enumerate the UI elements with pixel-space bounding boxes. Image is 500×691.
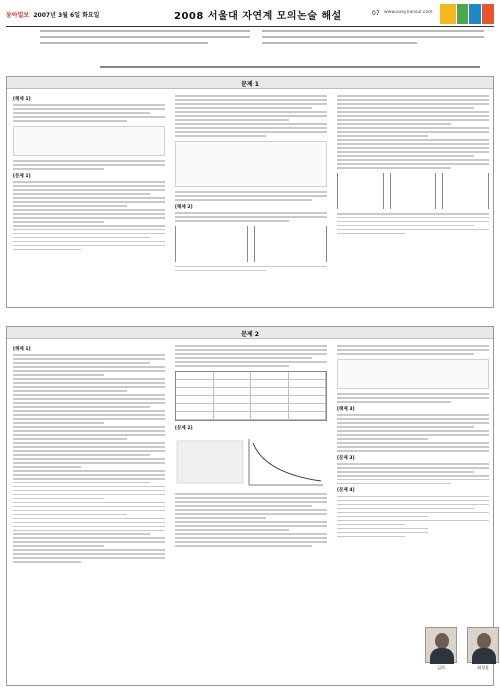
logo-block-2 [457,4,469,24]
question-2-label: [문제 2] [175,425,193,431]
paper-name: 동아일보 [6,12,30,19]
author-photos [425,627,499,671]
problem-2-title: 문제 2 [241,331,259,338]
solution-3-label: [해제 3] [337,406,355,412]
problem-1-col-2 [175,93,327,274]
problem-2-col-2 [175,343,327,549]
site-url[interactable]: www.easynonsul.com [384,10,433,15]
intro-right [262,30,484,56]
author-photo [467,627,499,663]
question-4-label: [문제 4] [337,488,355,494]
formula-block [337,359,489,389]
page-number: 07 [372,10,380,17]
page-header [6,4,494,24]
author-photo [425,627,457,663]
solution-1-label: [해제 1] [13,347,31,352]
formula-block [175,141,327,187]
decay-graph [175,435,327,489]
problem-1-col-3 [337,93,489,237]
problem-1-col-1 [13,93,165,253]
problem-1-box [6,76,494,308]
problem-2-title-bar [7,327,493,339]
problem-2-col-3 [337,343,489,539]
brand-logo [440,4,494,24]
masthead [6,10,99,19]
problem-1-title-bar [7,77,493,89]
author-name: 최성철 [477,665,489,670]
issue-date: 2007년 3월 6일 화요일 [33,12,100,19]
solution-1-label: [해제 1] [13,97,31,102]
matrix-figure [175,226,327,262]
formula-block [13,126,165,156]
problem-2-col-1 [13,343,165,565]
author-1 [425,627,457,671]
solution-2-label: [해제 2] [175,204,193,210]
logo-block-3 [469,4,481,24]
author-name: 김희 [437,665,445,670]
page-title: 2008 서울대 자연계 모의논술 해설 [174,11,342,22]
question-3-label: [문제 3] [337,455,355,461]
matrix-figure [337,173,489,209]
logo-block-4 [482,4,494,24]
data-table [175,371,327,421]
intro-left [40,30,250,56]
problem-2-box [6,326,494,686]
header-divider [6,26,494,27]
question-1-label: [문제 1] [13,173,31,179]
notice-line [100,66,480,72]
author-2 [467,627,499,671]
problem-1-title: 문제 1 [241,81,259,88]
logo-block-1 [440,4,456,24]
